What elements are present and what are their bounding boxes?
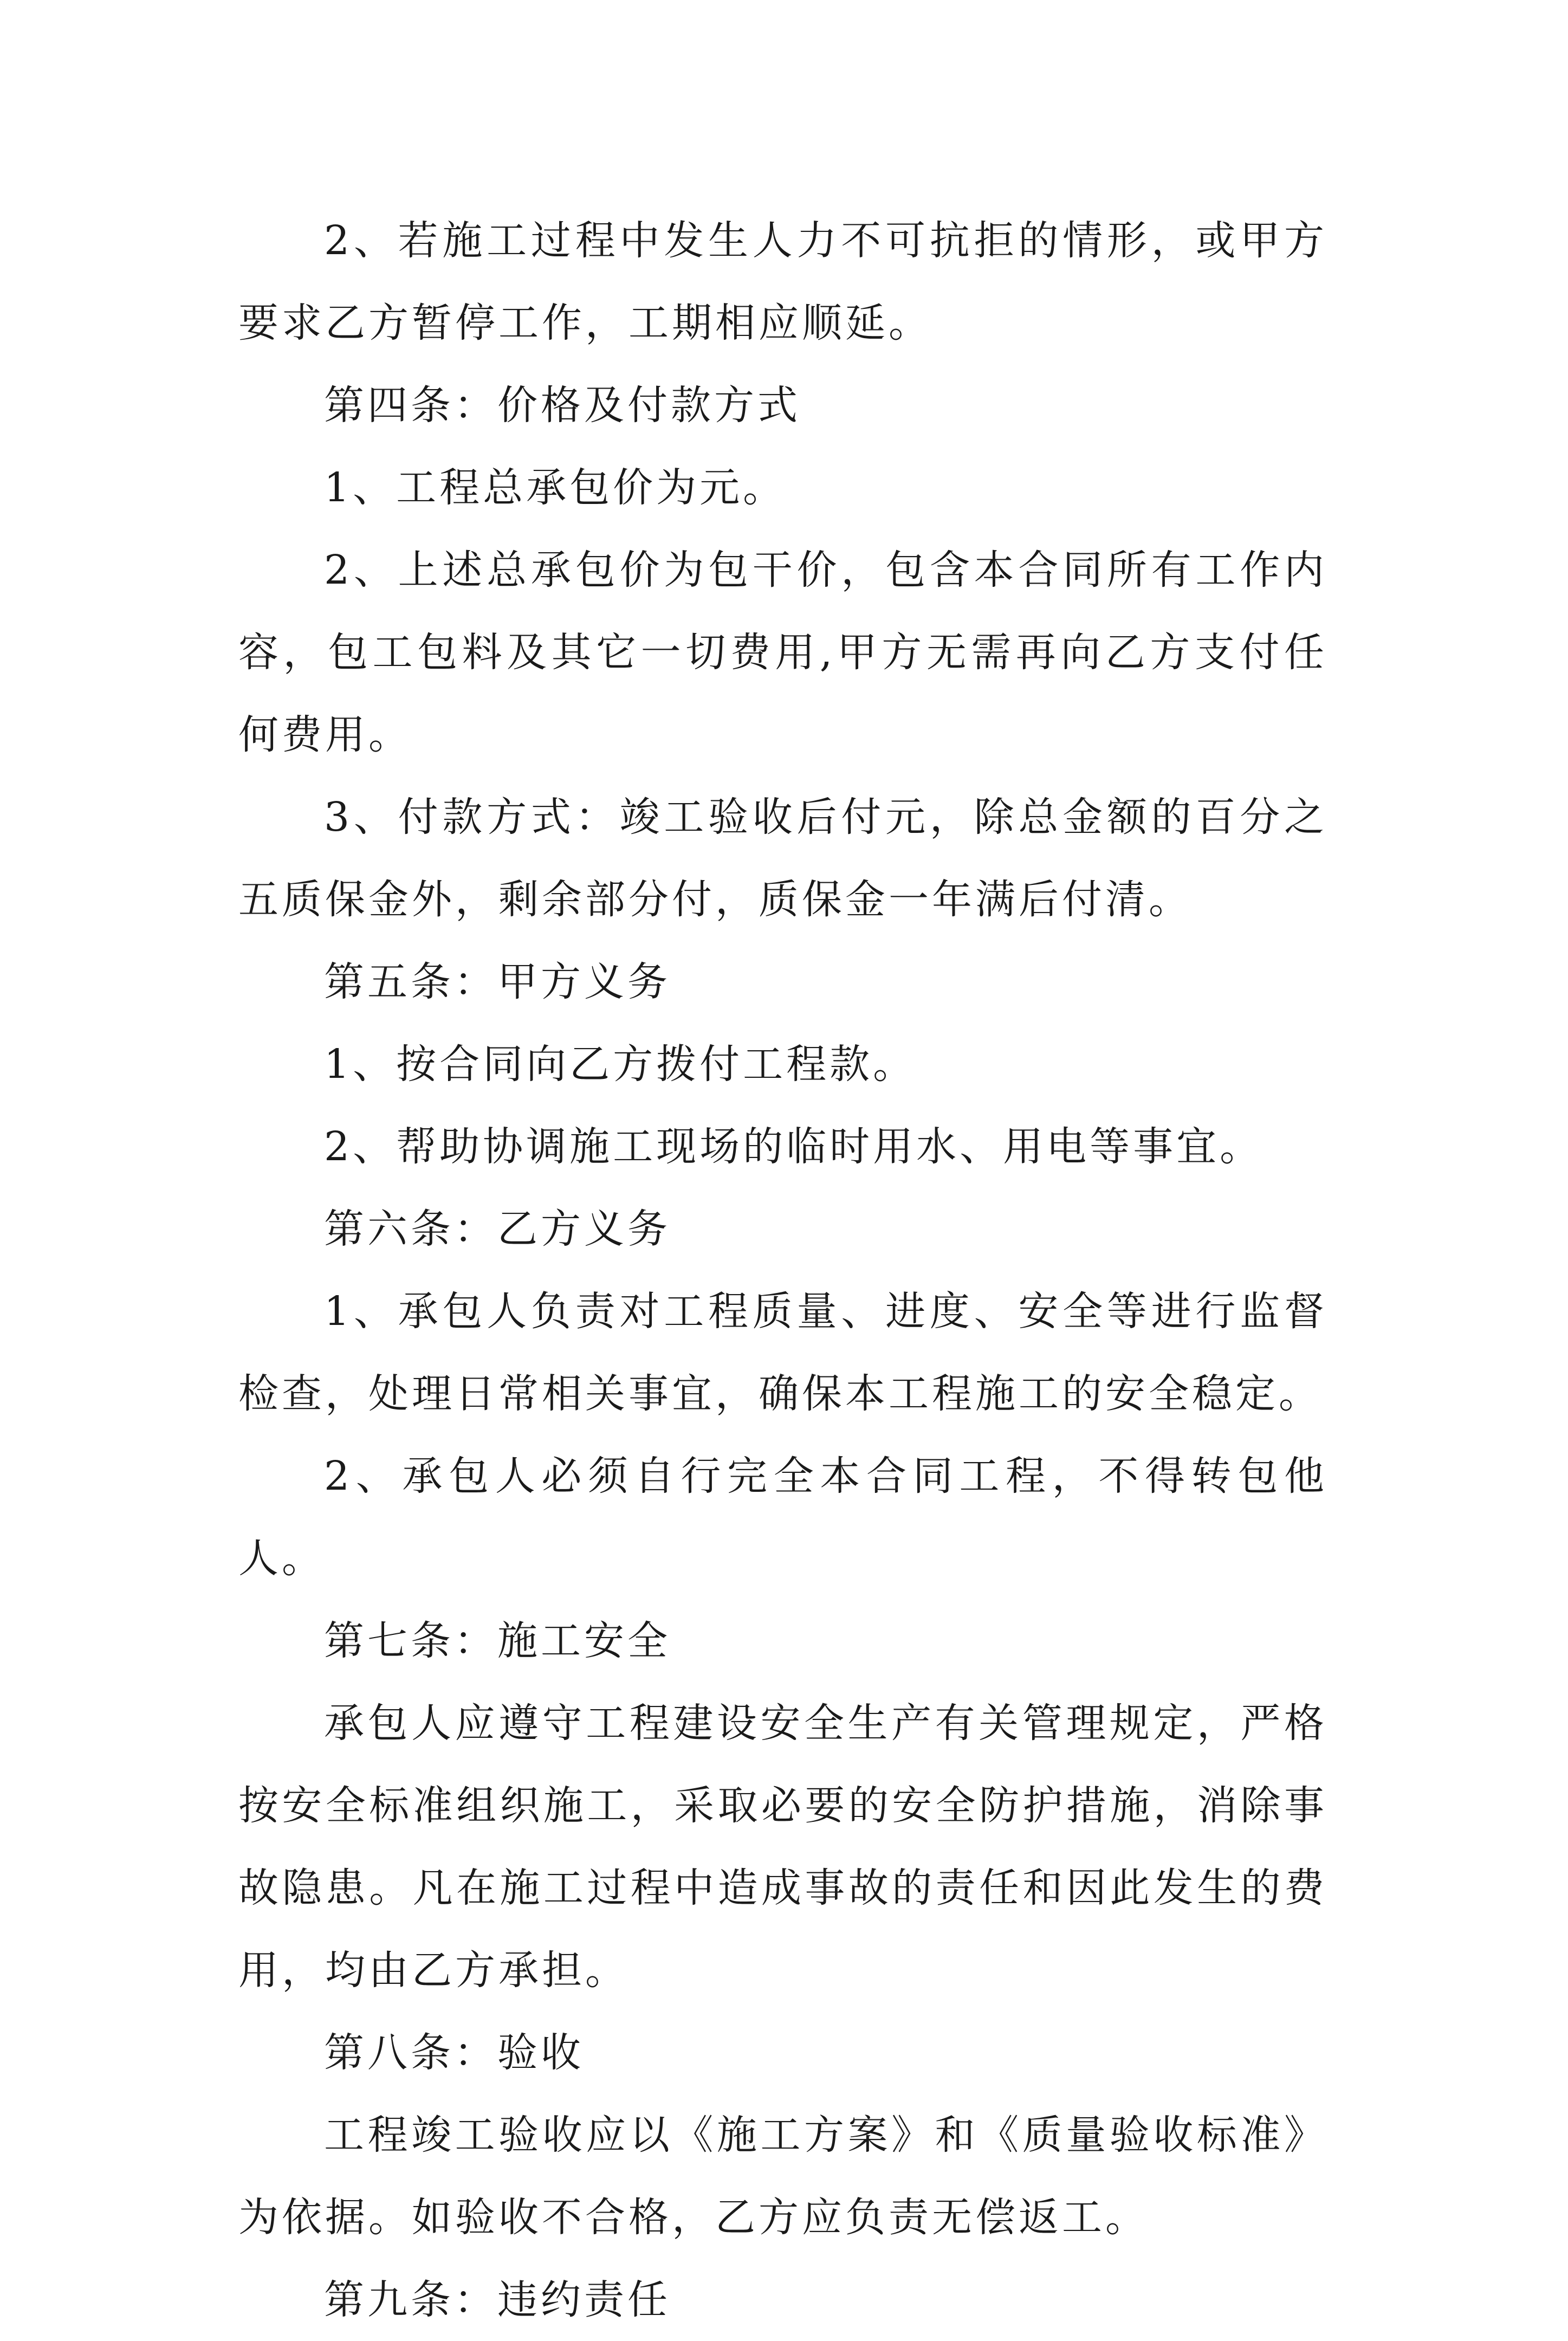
clause-9-heading: 第九条：违约责任 bbox=[324, 2277, 671, 2323]
clause-4-heading: 第四条：价格及付款方式 bbox=[324, 382, 801, 429]
clause-6-item-1: 1、承包人负责对工程质量、进度、安全等进行监督检查，处理日常相关事宜，确保本工程施工的安全稳定。 bbox=[238, 1288, 1327, 1417]
clause-8-body: 工程竣工验收应以《施工方案》和《质量验收标准》为依据。如验收不合格，乙方应负责无偿返工。 bbox=[238, 2112, 1327, 2241]
clause-5-item-2: 2、帮助协调施工现场的临时用水、用电等事宜。 bbox=[324, 1123, 1264, 1170]
clause-4-item-3: 3、付款方式：竣工验收后付元，除总金额的百分之五质保金外，剩余部分付，质保金一年满后付清。 bbox=[238, 794, 1327, 923]
clause-5-item-1: 1、按合同向乙方拨付工程款。 bbox=[324, 1041, 917, 1088]
clause-7-heading: 第七条：施工安全 bbox=[324, 1618, 671, 1664]
clause-3-item-2: 2、若施工过程中发生人力不可抗拒的情形，或甲方要求乙方暂停工作，工期相应顺延。 bbox=[238, 217, 1327, 346]
document-body bbox=[238, 199, 1327, 2341]
clause-7-body: 承包人应遵守工程建设安全生产有关管理规定，严格按安全标准组织施工，采取必要的安全防护措施，消除事故隐患。凡在施工过程中造成事故的责任和因此发生的费用，均由乙方承担。 bbox=[238, 1700, 1327, 1994]
clause-6-item-2: 2、承包人必须自行完全本合同工程，不得转包他人。 bbox=[238, 1453, 1327, 1582]
clause-4-item-2: 2、上述总承包价为包干价，包含本合同所有工作内容，包工包料及其它一切费用,甲方无需再向乙方支付任何费用。 bbox=[238, 547, 1327, 758]
clause-4-item-1: 1、工程总承包价为元。 bbox=[324, 464, 787, 511]
clause-8-heading: 第八条：验收 bbox=[324, 2029, 584, 2076]
clause-6-heading: 第六条：乙方义务 bbox=[324, 1206, 671, 1252]
clause-5-heading: 第五条：甲方义务 bbox=[324, 959, 671, 1005]
